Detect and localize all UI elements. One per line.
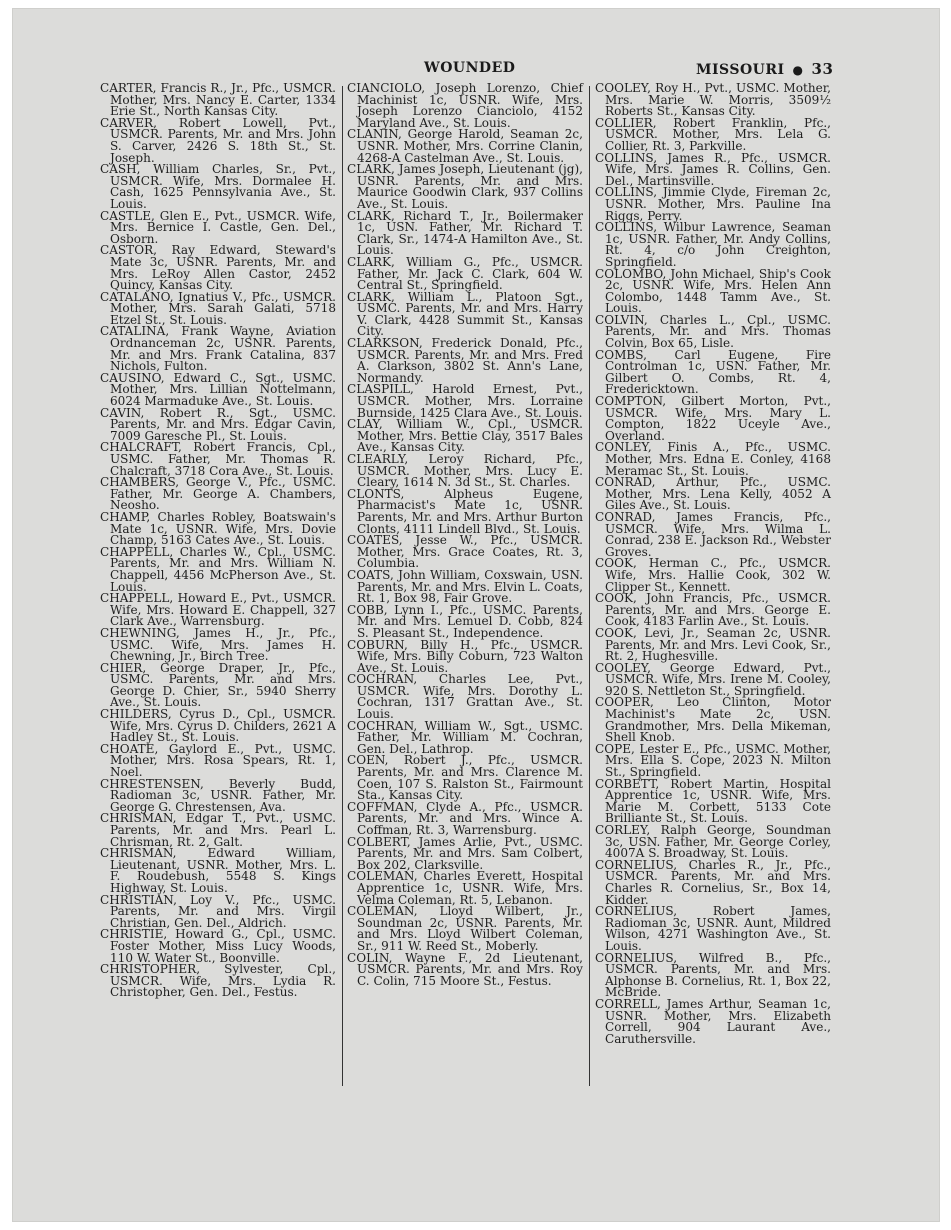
casualty-entry: CIANCIOLO, Joseph Lorenzo, Chief Machinist 1c, USNR. Wife, Mrs. Joseph Lorenzo Cianciolo, 4152 Maryland Ave., St. Louis. — [347, 81, 583, 130]
casualty-entry: CHAMP, Charles Robley, Boatswain's Mate 1c, USNR. Wife, Mrs. Dovie Champ, 5163 Cates Ave., St. Louis. — [100, 509, 336, 548]
casualty-entry: CASH, William Charles, Sr., Pvt., USMCR. Wife, Mrs. Dormalee H. Cash, 1625 Pennsylvania Ave., St. Louis. — [100, 162, 336, 211]
casualty-entry: CONLEY, Finis A., Pfc., USMC. Mother, Mrs. Edna E. Conley, 4168 Meramac St., St. Louis. — [595, 440, 831, 478]
casualty-entry: COLEMAN, Charles Everett, Hospital Apprentice 1c, USNR. Wife, Mrs. Velma Coleman, Rt. 5, Lebanon. — [347, 869, 583, 907]
casualty-entry: COCHRAN, William W., Sgt., USMC. Father, Mr. William M. Cochran, Gen. Del., Lathrop. — [347, 718, 583, 756]
casualty-entry: CHRISTIAN, Loy V., Pfc., USMC. Parents, Mr. and Mrs. Virgil Christian, Gen. Del., Aldrich. — [100, 892, 336, 930]
casualty-entry: CLARK, William G., Pfc., USMCR. Father, Mr. Jack C. Clark, 604 W. Central St., Springfield. — [347, 254, 583, 293]
casualty-entry: CASTLE, Glen E., Pvt., USMCR. Wife, Mrs. Bernice I. Castle, Gen. Del., Osborn. — [100, 208, 336, 246]
casualty-entry: CHEWNING, James H., Jr., Pfc., USMC. Wife, Mrs. James H. Chewning, Jr., Birch Tree. — [100, 625, 336, 664]
casualty-entry: CHAPPELL, Howard E., Pvt., USMCR. Wife, Mrs. Howard E. Chappell, 327 Clark Ave., Warrensburg. — [100, 591, 336, 629]
casualty-entry: COEN, Robert J., Pfc., USMCR. Parents, Mr. and Mrs. Clarence M. Coen, 107 S. Ralston St., Fairmount Sta., Kansas City. — [347, 753, 583, 803]
casualty-entry: COFFMAN, Clyde A., Pfc., USMCR. Parents, Mr. and Mrs. Wince A. Coffman, Rt. 3, Warrensburg. — [347, 799, 583, 837]
casualty-entry: CHOATE, Gaylord E., Pvt., USMC. Mother, Mrs. Rosa Spears, Rt. 1, Noel. — [100, 741, 336, 780]
page-number: 33 — [811, 60, 834, 78]
column-2 — [347, 83, 583, 987]
casualty-entry: COLLINS, Jimmie Clyde, Fireman 2c, USNR. Mother, Mrs. Pauline Ina Riggs, Perry. — [595, 185, 831, 223]
casualty-entry: COOK, Herman C., Pfc., USMCR. Wife, Mrs. Hallie Cook, 302 W. Clipper St., Kennett. — [595, 556, 831, 594]
casualty-entry: COLBERT, James Arlie, Pvt., USMC. Parents, Mr. and Mrs. Sam Colbert, Box 202, Clarksville. — [347, 834, 583, 872]
casualty-entry: COMPTON, Gilbert Morton, Pvt., USMCR. Wife, Mrs. Mary L. Compton, 1822 Uceyle Ave., Overland. — [595, 394, 831, 443]
casualty-entry: CLARK, James Joseph, Lieutenant (jg), USNR. Parents, Mr. and Mrs. Maurice Goodwin Clark, 937 Collins Ave., St. Louis. — [347, 162, 583, 211]
casualty-entry: COMBS, Carl Eugene, Fire Controlman 1c, USN. Father, Mr. Gilbert O. Combs, Rt. 4, Fredericktown. — [595, 347, 831, 397]
casualty-entry: CLARK, Richard T., Jr., Boilermaker 1c, USN. Father, Mr. Richard T. Clark, Sr., 1474-A Hamilton Ave., St. Louis. — [347, 208, 583, 258]
casualty-entry: COLOMBO, John Michael, Ship's Cook 2c, USNR. Wife, Mrs. Helen Ann Colombo, 1448 Tamm Ave., St. Louis. — [595, 266, 831, 316]
casualty-entry: CLASPILL, Harold Ernest, Pvt., USMCR. Mother, Mrs. Lorraine Burnside, 1425 Clara Ave., St. Louis. — [347, 382, 583, 420]
state-title: MISSOURI — [696, 62, 785, 78]
casualty-entry: CHRISMAN, Edward William, Lieutenant, USNR. Mother, Mrs. L. F. Roudebush, 5548 S. Kings Highway, St. Louis. — [100, 846, 336, 895]
casualty-entry: CAVIN, Robert R., Sgt., USMC. Parents, Mr. and Mrs. Edgar Cavin, 7009 Garesche Pl., St. Louis. — [100, 405, 336, 443]
casualty-entry: CHILDERS, Cyrus D., Cpl., USMCR. Wife, Mrs. Cyrus D. Childers, 2621 A Hadley St., St. Louis. — [100, 707, 336, 745]
section-title: WOUNDED — [424, 60, 516, 76]
casualty-entry: CARTER, Francis R., Jr., Pfc., USMCR. Mother, Mrs. Nancy E. Carter, 1334 Erie St., North Kansas City. — [100, 81, 336, 119]
casualty-entry: COBURN, Billy H., Pfc., USMCR. Wife, Mrs. Billy Coburn, 723 Walton Ave., St. Louis. — [347, 637, 583, 675]
casualty-entry: COOPER, Leo Clinton, Motor Machinist's Mate 2c, USN. Grandmother, Mrs. Della Mikeman, Shell Knob. — [595, 695, 831, 745]
casualty-entry: COATS, John William, Coxswain, USN. Parents, Mr. and Mrs. Elvin L. Coats, Rt. 1, Box 98, Fair Grove. — [347, 567, 583, 606]
casualty-entry: CARVER, Robert Lowell, Pvt., USMCR. Parents, Mr. and Mrs. John S. Carver, 2426 S. 18th St., St. Joseph. — [100, 115, 336, 165]
casualty-entry: CATALINA, Frank Wayne, Aviation Ordnanceman 2c, USNR. Parents, Mr. and Mrs. Frank Catalina, 837 Nichols, Fulton. — [100, 324, 336, 374]
casualty-entry: CLONTS, Alpheus Eugene, Pharmacist's Mate 1c, USNR. Parents, Mr. and Mrs. Arthur Burton Clonts, 4111 Lindell Blvd., St. Louis. — [347, 486, 583, 536]
casualty-entry: CONRAD, James Francis, Pfc., USMCR. Wife, Mrs. Wilma L. Conrad, 238 E. Jackson Rd., Webster Groves. — [595, 509, 831, 559]
casualty-entry: CHRESTENSEN, Beverly Budd, Radioman 3c, USNR. Father, Mr. George G. Chrestensen, Ava. — [100, 776, 336, 814]
casualty-entry: CHALCRAFT, Robert Francis, Cpl., USMC. Father, Mr. Thomas R. Chalcraft, 3718 Cora Ave., St. Louis. — [100, 440, 336, 478]
casualty-entry: CHIER, George Draper, Jr., Pfc., USMC. Parents, Mr. and Mrs. George D. Chier, Sr., 5940 Sherry Ave., St. Louis. — [100, 660, 336, 710]
casualty-entry: COLLIER, Robert Franklin, Pfc., USMCR. Mother, Mrs. Lela G. Collier, Rt. 3, Parkville. — [595, 115, 831, 153]
page-header — [0, 52, 951, 76]
casualty-entry: CAUSINO, Edward C., Sgt., USMC. Mother, Mrs. Lillian Nottelmann, 6024 Marmaduke Ave., St. Louis. — [100, 370, 336, 409]
casualty-entry: COLEMAN, Lloyd Wilbert, Jr., Soundman 2c, USNR. Parents, Mr. and Mrs. Lloyd Wilbert Coleman, Sr., 911 W. Reed St., Moberly. — [347, 904, 583, 953]
casualty-entry: COPE, Lester E., Pfc., USMC. Mother, Mrs. Ella S. Cope, 2023 N. Milton St., Springfield. — [595, 741, 831, 780]
state-and-page — [696, 60, 833, 78]
column-divider — [342, 86, 343, 1086]
casualty-entry: CATALANO, Ignatius V., Pfc., USMCR. Mother, Mrs. Sarah Galati, 5718 Etzel St., St. Louis. — [100, 289, 336, 327]
casualty-entry: CLAY, William W., Cpl., USMCR. Mother, Mrs. Bettie Clay, 3517 Bales Ave., Kansas City. — [347, 417, 583, 455]
casualty-entry: COLLINS, James R., Pfc., USMCR. Wife, Mrs. James R. Collins, Gen. Del., Martinsville. — [595, 150, 831, 188]
column-divider — [589, 86, 590, 1086]
casualty-entry: CHRISTOPHER, Sylvester, Cpl., USMCR. Wife, Mrs. Lydia R. Christopher, Gen. Del., Festus. — [100, 962, 336, 1000]
casualty-entry: CLEARLY, Leroy Richard, Pfc., USMCR. Mother, Mrs. Lucy E. Cleary, 1614 N. 3d St., St. Charles. — [347, 452, 583, 490]
casualty-entry: CLARK, William L., Platoon Sgt., USMC. Parents, Mr. and Mrs. Harry V. Clark, 4428 Summit St., Kansas City. — [347, 289, 583, 339]
casualty-entry: COLLINS, Wilbur Lawrence, Seaman 1c, USNR. Father, Mr. Andy Collins, Rt. 4, c/o John Creighton, Springfield. — [595, 220, 831, 269]
casualty-entry: COLVIN, Charles L., Cpl., USMC. Parents, Mr. and Mrs. Thomas Colvin, Box 65, Lisle. — [595, 312, 831, 351]
casualty-entry: CASTOR, Ray Edward, Steward's Mate 3c, USNR. Parents, Mr. and Mrs. LeRoy Allen Castor, 2452 Quincy, Kansas City. — [100, 243, 336, 293]
casualty-entry: COOLEY, George Edward, Pvt., USMCR. Wife, Mrs. Irene M. Cooley, 920 S. Nettleton St., Springfield. — [595, 660, 831, 698]
column-3 — [595, 83, 831, 1045]
bullet-icon: ● — [792, 63, 804, 77]
casualty-entry: CHAPPELL, Charles W., Cpl., USMC. Parents, Mr. and Mrs. William N. Chappell, 4456 McPherson Ave., St. Louis. — [100, 544, 336, 594]
casualty-entry: CLARKSON, Frederick Donald, Pfc., USMCR. Parents, Mr. and Mrs. Fred A. Clarkson, 3802 St. Ann's Lane, Normandy. — [347, 336, 583, 385]
casualty-entry: COATES, Jesse W., Pfc., USMCR. Mother, Mrs. Grace Coates, Rt. 3, Columbia. — [347, 533, 583, 571]
casualty-entry: CORLEY, Ralph George, Soundman 3c, USN. Father, Mr. George Corley, 4007A S. Broadway, St. Louis. — [595, 823, 831, 861]
casualty-entry: COCHRAN, Charles Lee, Pvt., USMCR. Wife, Mrs. Dorothy L. Cochran, 1317 Grattan Ave., St. Louis. — [347, 672, 583, 722]
casualty-entry: CORRELL, James Arthur, Seaman 1c, USNR. Mother, Mrs. Elizabeth Correll, 904 Laurant Ave., Caruthersville. — [595, 996, 831, 1046]
casualty-entry: CORNELIUS, Robert James, Radioman 3c, USNR. Aunt, Mildred Wilson, 4271 Washington Ave., St. Louis. — [595, 904, 831, 953]
casualty-entry: CONRAD, Arthur, Pfc., USMC. Mother, Mrs. Lena Kelly, 4052 A Giles Ave., St. Louis. — [595, 475, 831, 513]
casualty-entry: CHRISTIE, Howard G., Cpl., USMC. Foster Mother, Miss Lucy Woods, 110 W. Water St., Boonville. — [100, 927, 336, 965]
casualty-entry: COLIN, Wayne F., 2d Lieutenant, USMCR. Parents, Mr. and Mrs. Roy C. Colin, 715 Moore St., Festus. — [347, 950, 583, 988]
column-1 — [100, 83, 336, 999]
casualty-entry: COBB, Lynn I., Pfc., USMC. Parents, Mr. and Mrs. Lemuel D. Cobb, 824 S. Pleasant St., Independence. — [347, 602, 583, 640]
casualty-entry: COOLEY, Roy H., Pvt., USMC. Mother, Mrs. Marie W. Morris, 3509½ Roberts St., Kansas City. — [595, 81, 831, 119]
casualty-entry: CORBETT, Robert Martin, Hospital Apprentice 1c, USNR. Wife, Mrs. Marie M. Corbett, 5133 Cote Brilliante St., St. Louis. — [595, 776, 831, 826]
casualty-entry: CLANIN, George Harold, Seaman 2c, USNR. Mother, Mrs. Corrine Clanin, 4268-A Castelman Ave., St. Louis. — [347, 127, 583, 165]
casualty-entry: COOK, Levi, Jr., Seaman 2c, USNR. Parents, Mr. and Mrs. Levi Cook, Sr., Rt. 2, Hughesville. — [595, 625, 831, 664]
casualty-entry: COOK, John Francis, Pfc., USMCR. Parents, Mr. and Mrs. George E. Cook, 4183 Farlin Ave., St. Louis. — [595, 591, 831, 629]
casualty-entry: CHAMBERS, George V., Pfc., USMC. Father, Mr. George A. Chambers, Neosho. — [100, 475, 336, 513]
casualty-entry: CORNELIUS, Charles R., Jr., Pfc., USMCR. Parents, Mr. and Mrs. Charles R. Cornelius, Sr., Box 14, Kidder. — [595, 857, 831, 907]
casualty-entry: CHRISMAN, Edgar T., Pvt., USMC. Parents, Mr. and Mrs. Pearl L. Chrisman, Rt. 2, Galt. — [100, 811, 336, 849]
casualty-entry: CORNELIUS, Wilfred B., Pfc., USMCR. Parents, Mr. and Mrs. Alphonse B. Cornelius, Rt. 1, Box 22, McBride. — [595, 950, 831, 1000]
